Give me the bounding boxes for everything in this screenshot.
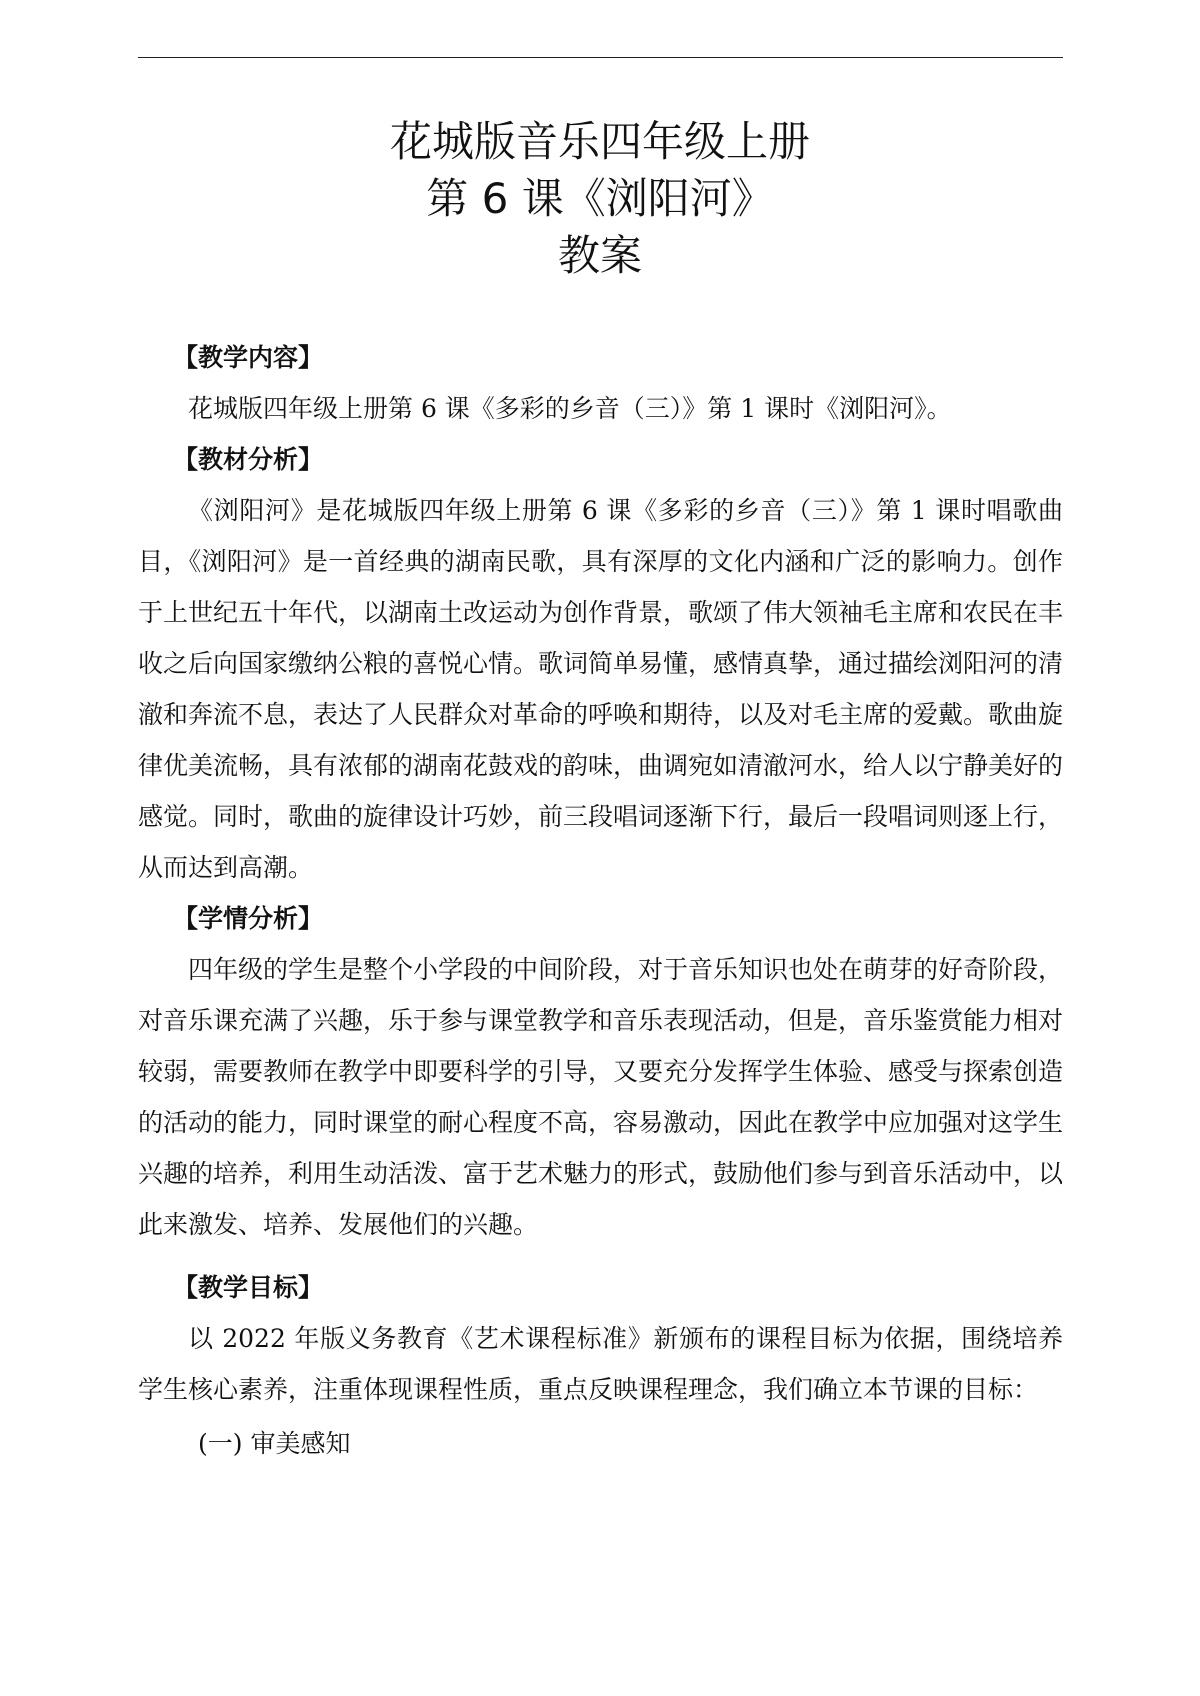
header-rule [138,57,1063,58]
paragraph-goals: 以 2022 年版义务教育《艺术课程标准》新颁布的课程目标为依据，围绕培养学生核心素养，注重体现课程性质，重点反映课程理念，我们确立本节课的目标： [138,1324,1063,1404]
doc-title-line1: 花城版音乐四年级上册 [389,117,810,166]
section-heading-students: 【学情分析】 [173,904,324,933]
paragraph-content: 花城版四年级上册第 6 课《多彩的乡音（三）》第 1 课时《浏阳河》。 [188,394,952,423]
subsection-heading-aesthetic: (一) 审美感知 [198,1429,351,1458]
document-body [138,332,1063,1469]
paragraph-students: 四年级的学生是整个小学段的中间阶段，对于音乐知识也处在萌芽的好奇阶段，对音乐课充满了兴趣，乐于参与课堂教学和音乐表现活动，但是，音乐鉴赏能力相对较弱，需要教师在教学中即要科学的引导，又要充分发挥学生体验、感受与探索创造的活动的能力，同时课堂的耐心程度不高，容易激动，因此在教学中应加强对这学生兴趣的培养，利用生动活泼、富于艺术魅力的形式，鼓励他们参与到音乐活动中，以此来激发、培养、发展他们的兴趣。 [138,955,1064,1239]
section-heading-material: 【教材分析】 [173,445,324,474]
section-heading-goals: 【教学目标】 [173,1273,324,1302]
doc-title-line2: 第 6 课《浏阳河》 [426,174,774,223]
doc-title-line3: 教案 [557,231,642,280]
section-heading-content: 【教学内容】 [173,343,324,372]
paragraph-material: 《浏阳河》是花城版四年级上册第 6 课《多彩的乡音（三）》第 1 课时唱歌曲目，《浏阳河》是一首经典的湖南民歌，具有深厚的文化内涵和广泛的影响力。创作于上世纪五十年代，以湖南土改运动为创作背景，歌颂了伟大领袖毛主席和农民在丰收之后向国家缴纳公粮的喜悦心情。歌词简单易懂，感情真挚，通过描绘浏阳河的清澈和奔流不息，表达了人民群众对革命的呼唤和期待，以及对毛主席的爱戴。歌曲旋律优美流畅，具有浓郁的湖南花鼓戏的韵味，曲调宛如清澈河水，给人以宁静美好的感觉。同时，歌曲的旋律设计巧妙，前三段唱词逐渐下行，最后一段唱词则逐上行，从而达到高潮。 [138,496,1064,882]
